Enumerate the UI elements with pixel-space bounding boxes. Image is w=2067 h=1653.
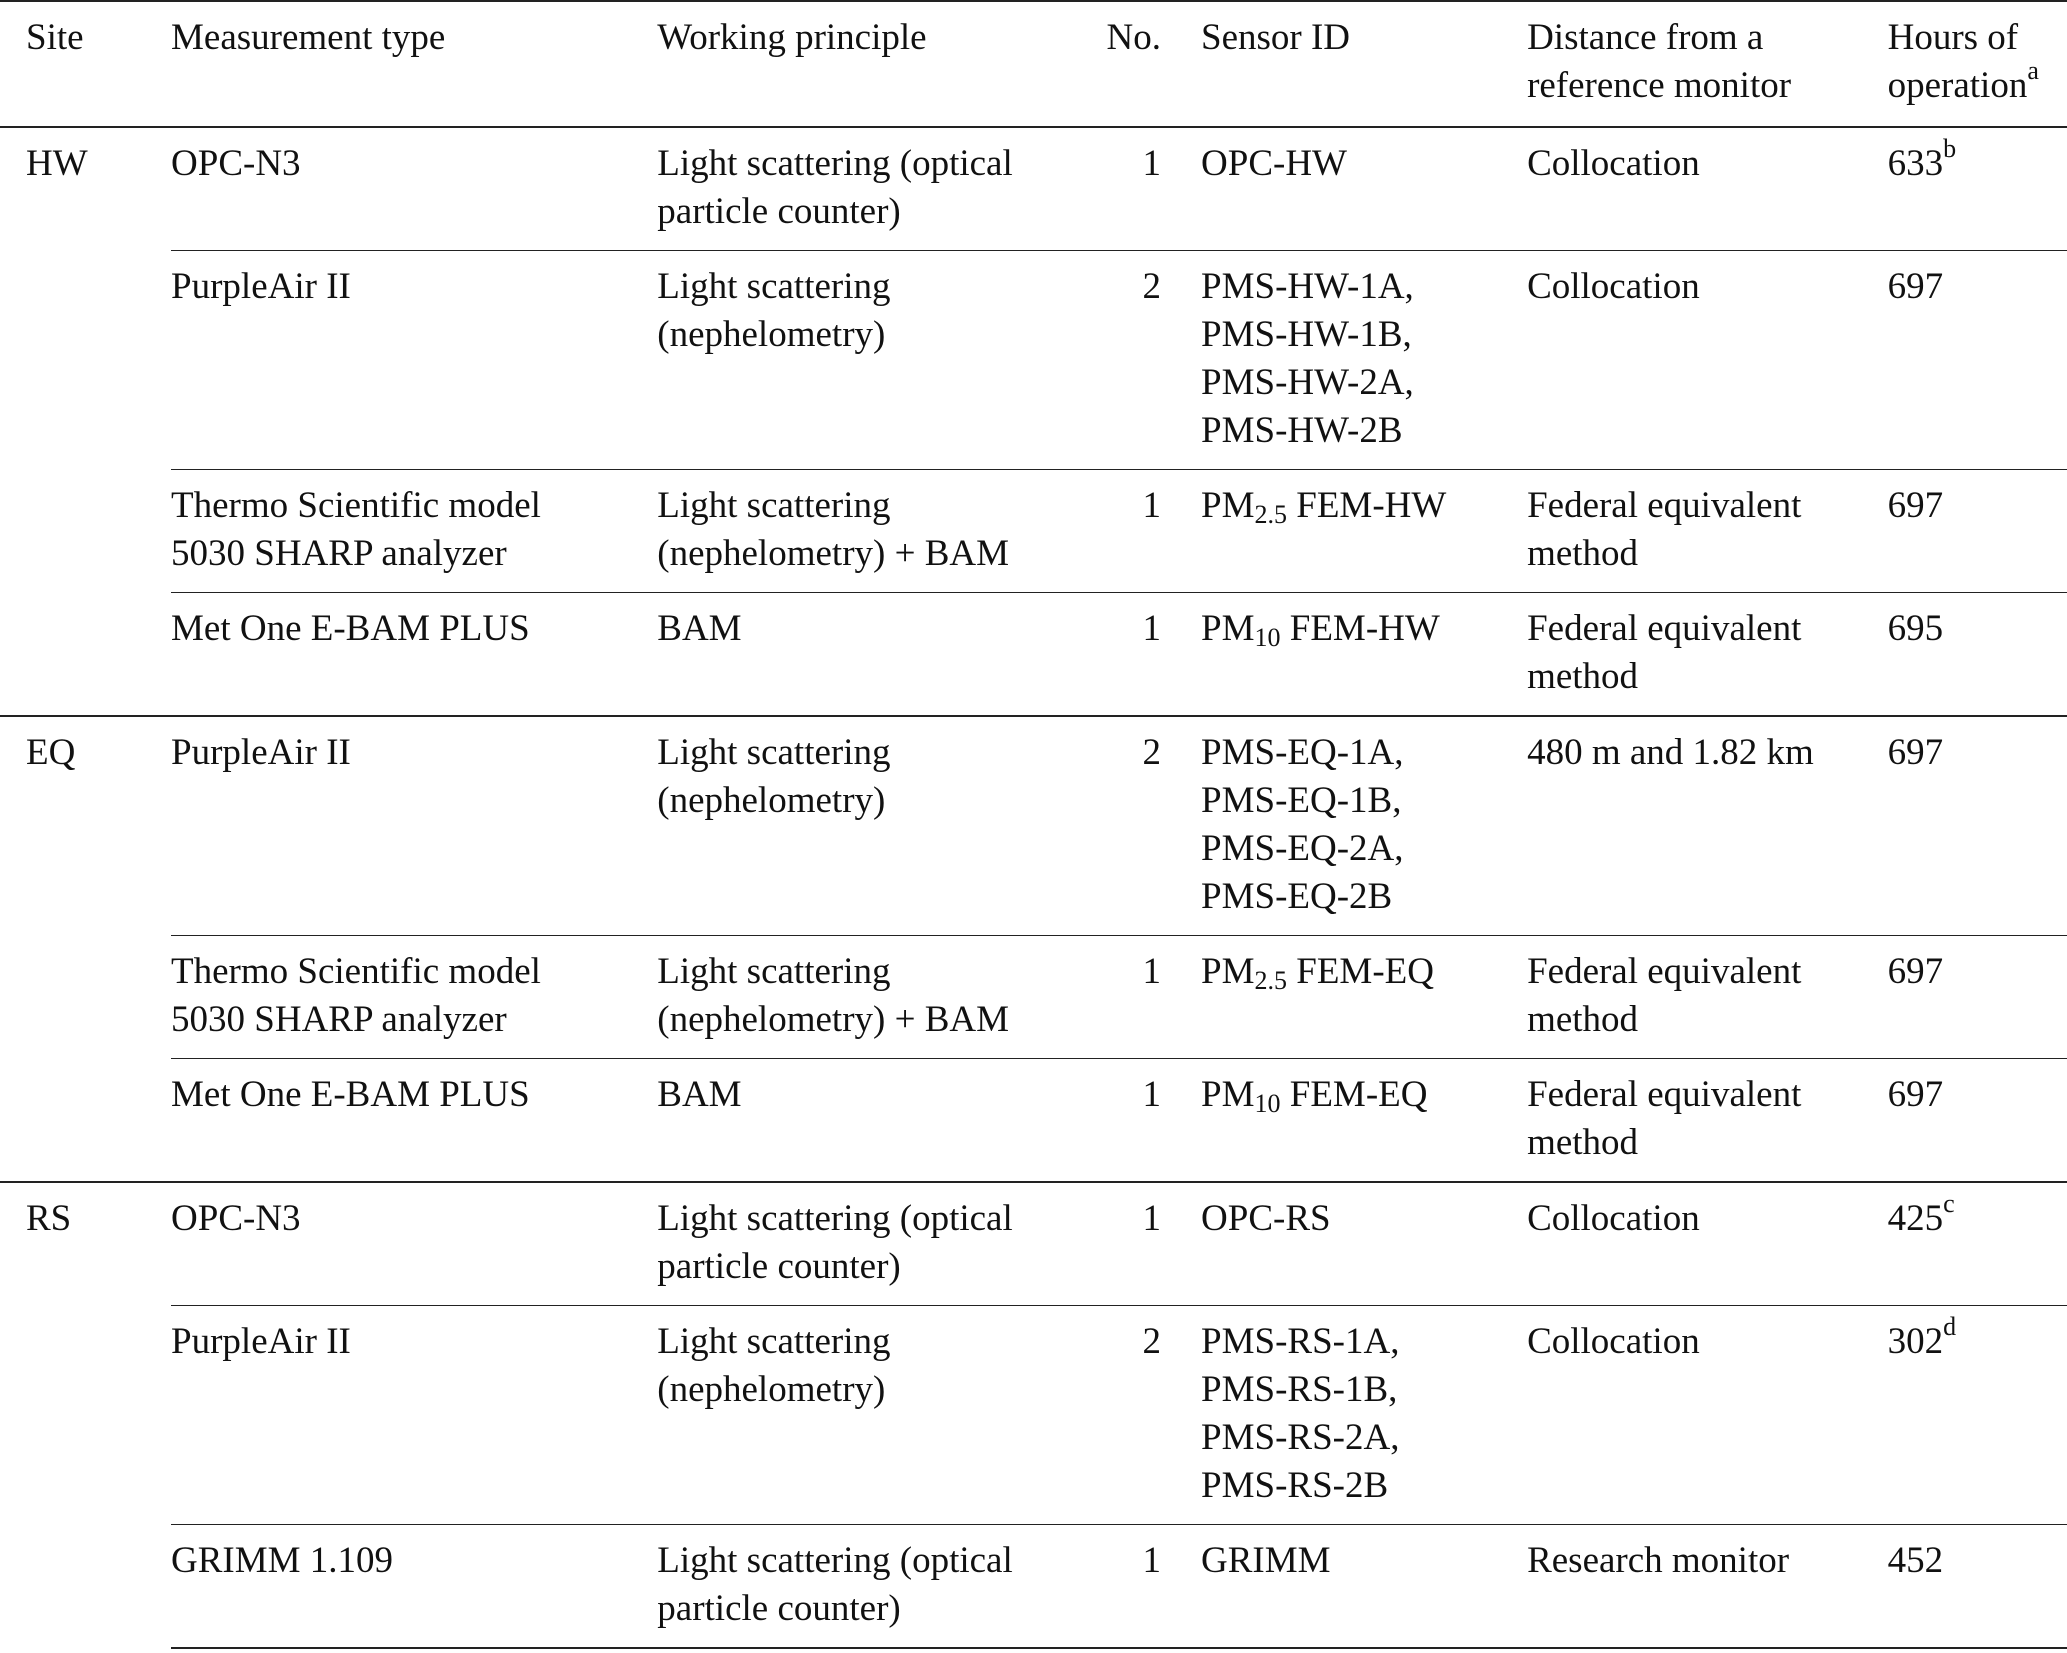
sensor-id-line: GRIMM <box>1201 1540 1331 1581</box>
cell-hours <box>1888 716 2067 936</box>
header-distance <box>1527 1 1888 127</box>
distance-line: Federal equivalent <box>1527 608 1802 649</box>
header-hours-footnote: a <box>2027 56 2039 85</box>
distance-line: Collocation <box>1527 1321 1700 1362</box>
cell-distance <box>1527 1059 1888 1183</box>
distance-line: Research monitor <box>1527 1540 1790 1581</box>
header-no: No. <box>1062 1 1201 127</box>
working-principle-line: particle counter) <box>657 1588 901 1629</box>
cell-no: 1 <box>1142 143 1162 184</box>
header-hours <box>1888 1 2067 127</box>
distance-line: Federal equivalent <box>1527 485 1802 526</box>
measurement-type-line: PurpleAir II <box>171 266 351 307</box>
cell-hours <box>1888 470 2067 593</box>
cell-working-principle <box>657 127 1062 251</box>
measurement-type-line: 5030 SHARP analyzer <box>171 533 507 574</box>
working-principle-line: Light scattering <box>657 485 891 526</box>
cell-measurement-type <box>171 1306 657 1525</box>
table-row <box>0 936 2067 1059</box>
cell-hours <box>1888 127 2067 251</box>
measurement-type-line: PurpleAir II <box>171 732 351 773</box>
table-row <box>0 1525 2067 1649</box>
cell-distance <box>1527 1306 1888 1525</box>
hours-value: 633 <box>1887 143 1944 184</box>
cell-distance <box>1527 936 1888 1059</box>
hours-value: 697 <box>1887 1074 1944 1115</box>
distance-line: Collocation <box>1527 266 1700 307</box>
sensor-id-pm: PM <box>1201 951 1255 992</box>
working-principle-line: Light scattering (optical <box>657 143 1013 184</box>
cell-working-principle <box>657 593 1062 717</box>
cell-working-principle <box>657 1182 1062 1306</box>
sensor-id-line: PMS-HW-1A, <box>1201 266 1414 307</box>
cell-hours <box>1888 936 2067 1059</box>
distance-line: method <box>1527 1122 1639 1163</box>
hours-value: 695 <box>1887 608 1944 649</box>
cell-no: 1 <box>1062 1059 1201 1183</box>
header-row <box>0 1 2067 127</box>
measurement-type-line: Thermo Scientific model <box>171 951 541 992</box>
header-working-principle: Working principle <box>657 1 1062 127</box>
cell-site: RS <box>0 1182 171 1648</box>
hours-value: 697 <box>1887 951 1944 992</box>
hours-value: 697 <box>1887 485 1944 526</box>
sensor-id-line: PMS-HW-2A, <box>1201 362 1414 403</box>
cell-distance <box>1527 1182 1888 1306</box>
distance-line: Federal equivalent <box>1527 1074 1802 1115</box>
measurement-type-line: PurpleAir II <box>171 1321 351 1362</box>
measurement-type-line: Met One E-BAM PLUS <box>171 1074 530 1115</box>
header-measurement-type: Measurement type <box>171 1 657 127</box>
cell-working-principle <box>657 470 1062 593</box>
cell-sensor-id <box>1201 936 1527 1059</box>
table-row <box>0 1182 2067 1306</box>
sensor-id-line: PMS-RS-2A, <box>1201 1417 1400 1458</box>
sensor-id-line: PMS-RS-1B, <box>1201 1369 1398 1410</box>
measurement-type-line: 5030 SHARP analyzer <box>171 999 507 1040</box>
cell-no: 1 <box>1062 470 1201 593</box>
distance-line: Collocation <box>1527 1198 1700 1239</box>
table-row <box>0 1059 2067 1183</box>
table-row <box>0 127 2067 251</box>
cell-no: 1 <box>1062 1525 1201 1649</box>
sensor-id-line: PMS-RS-2B <box>1201 1465 1389 1506</box>
sensor-id-suffix: FEM-HW <box>1287 485 1447 526</box>
table-row <box>0 716 2067 936</box>
sensor-id-suffix: FEM-EQ <box>1280 1074 1428 1115</box>
cell-distance <box>1527 1525 1888 1649</box>
sensor-id-pm: PM <box>1201 1074 1255 1115</box>
header-sensor-id: Sensor ID <box>1201 1 1527 127</box>
sensor-id-subscript: 10 <box>1254 1089 1281 1118</box>
cell-measurement-type <box>171 251 657 470</box>
cell-measurement-type <box>171 593 657 717</box>
hours-value: 302 <box>1887 1321 1944 1362</box>
cell-working-principle <box>657 716 1062 936</box>
cell-hours <box>1888 593 2067 717</box>
sensor-id-line: PMS-EQ-2A, <box>1201 828 1404 869</box>
cell-distance <box>1527 593 1888 717</box>
cell-working-principle <box>657 251 1062 470</box>
cell-distance <box>1527 470 1888 593</box>
header-site: Site <box>0 1 171 127</box>
table-row <box>0 470 2067 593</box>
sensor-id-pm: PM <box>1201 485 1255 526</box>
cell-site: EQ <box>0 716 171 1182</box>
sensor-id-line: PMS-HW-1B, <box>1201 314 1412 355</box>
table-body <box>0 127 2067 1648</box>
header-hours-line2 <box>1887 56 2067 110</box>
cell-distance <box>1527 716 1888 936</box>
working-principle-line: (nephelometry) + BAM <box>657 999 1010 1040</box>
measurement-type-line: GRIMM 1.109 <box>171 1540 394 1581</box>
working-principle-line: BAM <box>657 1074 742 1115</box>
sensor-id-line: PMS-EQ-2B <box>1201 876 1393 917</box>
cell-hours <box>1888 251 2067 470</box>
sensor-id-subscript: 2.5 <box>1254 500 1287 529</box>
measurement-type-line: OPC-N3 <box>171 1198 301 1239</box>
header-hours-line1: Hours of <box>1887 17 2019 58</box>
hours-value: 452 <box>1887 1540 1944 1581</box>
measurement-type-line: Met One E-BAM PLUS <box>171 608 530 649</box>
hours-value: 697 <box>1887 732 1944 773</box>
sensor-id-subscript: 10 <box>1254 623 1281 652</box>
working-principle-line: Light scattering <box>657 1321 891 1362</box>
cell-hours <box>1888 1182 2067 1306</box>
header-hours-text: operation <box>1887 65 2028 106</box>
cell-sensor-id <box>1201 1525 1527 1649</box>
cell-working-principle <box>657 1306 1062 1525</box>
cell-no: 2 <box>1062 251 1201 470</box>
cell-sensor-id <box>1201 716 1527 936</box>
working-principle-line: Light scattering <box>657 732 891 773</box>
measurement-type-line: Thermo Scientific model <box>171 485 541 526</box>
hours-footnote: b <box>1943 134 1957 163</box>
cell-sensor-id <box>1201 127 1527 251</box>
distance-line: method <box>1527 999 1639 1040</box>
cell-sensor-id <box>1201 470 1527 593</box>
hours-footnote: c <box>1943 1189 1955 1218</box>
cell-no: 1 <box>1062 593 1201 717</box>
cell-measurement-type <box>171 716 657 936</box>
working-principle-line: particle counter) <box>657 191 901 232</box>
cell-no: 1 <box>1062 936 1201 1059</box>
working-principle-line: (nephelometry) <box>657 780 886 821</box>
working-principle-line: (nephelometry) + BAM <box>657 533 1010 574</box>
header-distance-line1: Distance from a <box>1527 17 1764 58</box>
cell-hours <box>1888 1306 2067 1525</box>
cell-measurement-type <box>171 1059 657 1183</box>
cell-hours <box>1888 1059 2067 1183</box>
cell-no: 2 <box>1062 716 1201 936</box>
cell-measurement-type <box>171 470 657 593</box>
cell-no: 1 <box>1062 1182 1201 1306</box>
working-principle-line: Light scattering <box>657 266 891 307</box>
hours-footnote: d <box>1943 1312 1957 1341</box>
cell-distance <box>1527 251 1888 470</box>
cell-distance <box>1527 127 1888 251</box>
sensor-id-suffix: FEM-EQ <box>1287 951 1434 992</box>
cell-site: HW <box>26 143 88 184</box>
sensor-id-suffix: FEM-HW <box>1280 608 1440 649</box>
cell-sensor-id <box>1201 251 1527 470</box>
distance-line: Collocation <box>1527 143 1700 184</box>
table-row <box>0 593 2067 717</box>
sensor-id-line: PMS-HW-2B <box>1201 410 1403 451</box>
sensor-id-subscript: 2.5 <box>1254 966 1287 995</box>
working-principle-line: (nephelometry) <box>657 1369 886 1410</box>
sensor-id-pm: PM <box>1201 608 1255 649</box>
distance-line: method <box>1527 533 1639 574</box>
distance-line: 480 m and 1.82 km <box>1527 732 1814 773</box>
cell-hours <box>1888 1525 2067 1649</box>
table-row <box>0 251 2067 470</box>
working-principle-line: Light scattering (optical <box>657 1198 1013 1239</box>
cell-sensor-id <box>1201 593 1527 717</box>
sensor-id-line: PMS-EQ-1A, <box>1201 732 1404 773</box>
cell-measurement-type <box>171 936 657 1059</box>
hours-value: 697 <box>1887 266 1944 307</box>
distance-line: method <box>1527 656 1639 697</box>
sensor-id-line: OPC-RS <box>1201 1198 1331 1239</box>
cell-working-principle <box>657 1059 1062 1183</box>
sensor-id-line: OPC-HW <box>1201 143 1347 184</box>
sensor-id-line: PMS-RS-1A, <box>1201 1321 1400 1362</box>
sensor-id-line: PMS-EQ-1B, <box>1201 780 1402 821</box>
working-principle-line: (nephelometry) <box>657 314 886 355</box>
cell-measurement-type <box>171 127 657 251</box>
cell-sensor-id <box>1201 1059 1527 1183</box>
working-principle-line: BAM <box>657 608 742 649</box>
cell-working-principle <box>657 1525 1062 1649</box>
cell-sensor-id <box>1201 1306 1527 1525</box>
cell-no: 2 <box>1062 1306 1201 1525</box>
working-principle-line: Light scattering (optical <box>657 1540 1013 1581</box>
working-principle-line: particle counter) <box>657 1246 901 1287</box>
cell-sensor-id <box>1201 1182 1527 1306</box>
distance-line: Federal equivalent <box>1527 951 1802 992</box>
cell-measurement-type <box>171 1525 657 1649</box>
table-row <box>0 1306 2067 1525</box>
cell-working-principle <box>657 936 1062 1059</box>
measurement-type-line: OPC-N3 <box>171 143 301 184</box>
header-distance-line2: reference monitor <box>1527 65 1792 106</box>
cell-measurement-type <box>171 1182 657 1306</box>
working-principle-line: Light scattering <box>657 951 891 992</box>
hours-value: 425 <box>1887 1198 1944 1239</box>
